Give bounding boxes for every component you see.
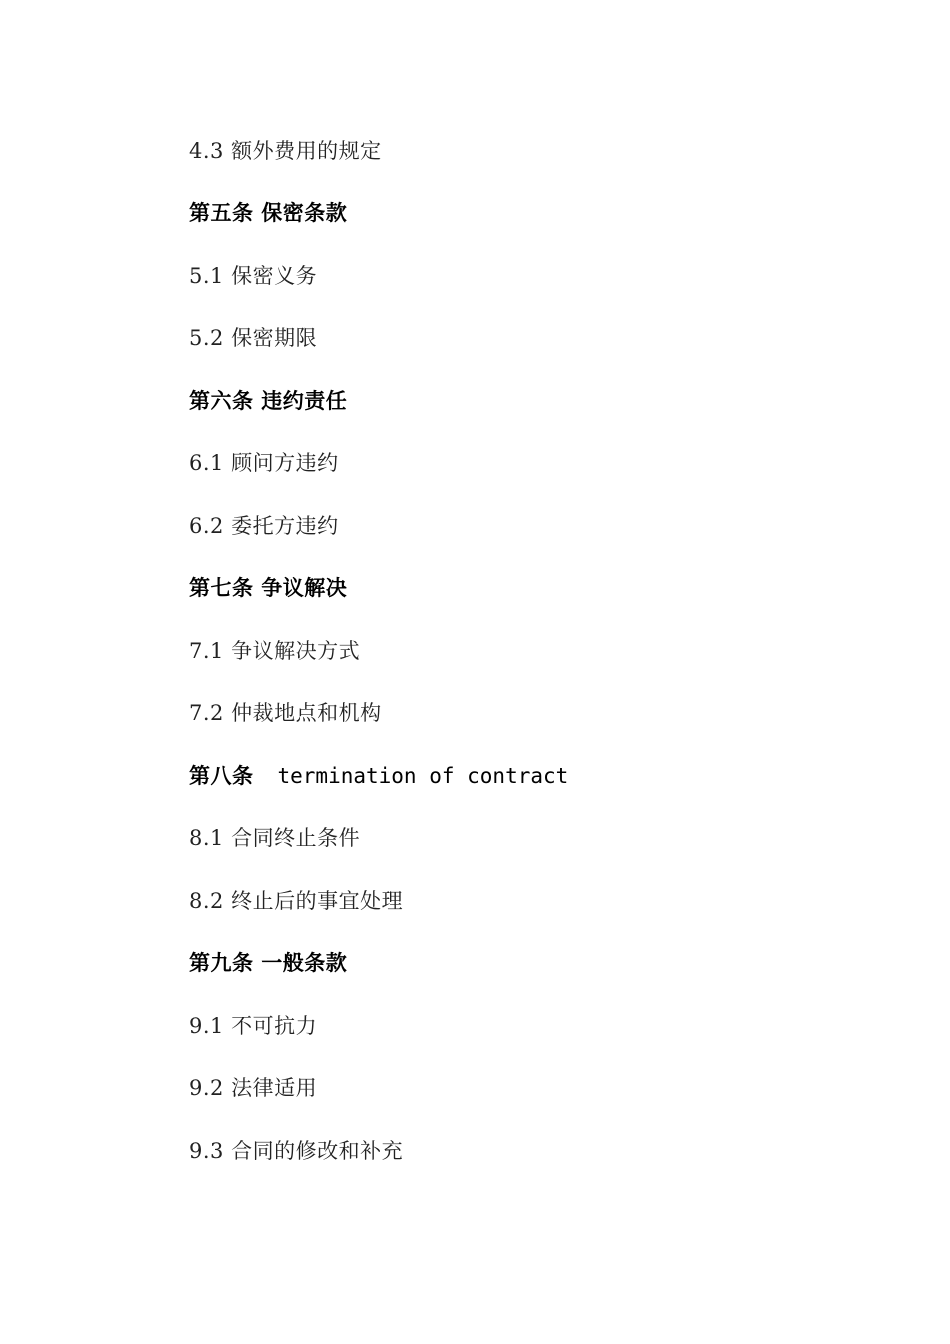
article-8-title: termination of contract <box>277 764 569 788</box>
clause-6-1: 6.1 顾问方违约 <box>189 451 339 475</box>
article-5-heading: 第五条 保密条款 <box>189 201 348 225</box>
clause-9-1: 9.1 不可抗力 <box>189 1014 318 1038</box>
clause-7-2: 7.2 仲裁地点和机构 <box>189 701 382 725</box>
article-8-number: 第八条 <box>189 764 254 788</box>
clause-6-2: 6.2 委托方违约 <box>189 514 339 538</box>
clause-5-2: 5.2 保密期限 <box>189 326 318 350</box>
clause-8-2: 8.2 终止后的事宜处理 <box>189 889 404 913</box>
clause-8-1: 8.1 合同终止条件 <box>189 826 361 850</box>
article-9-heading: 第九条 一般条款 <box>189 951 348 975</box>
clause-9-2: 9.2 法律适用 <box>189 1076 318 1100</box>
clause-5-1: 5.1 保密义务 <box>189 264 318 288</box>
clause-4-3: 4.3 额外费用的规定 <box>189 139 382 163</box>
article-7-heading: 第七条 争议解决 <box>189 576 348 600</box>
article-6-heading: 第六条 违约责任 <box>189 389 348 413</box>
clause-7-1: 7.1 争议解决方式 <box>189 639 361 663</box>
article-8-heading <box>189 764 568 788</box>
clause-9-3: 9.3 合同的修改和补充 <box>189 1139 404 1163</box>
